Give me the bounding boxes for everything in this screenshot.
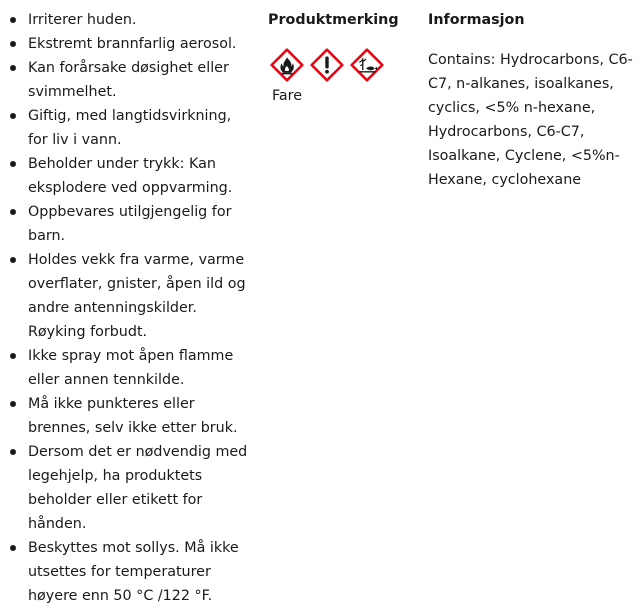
bullet-icon: [10, 17, 16, 23]
bullet-icon: [10, 545, 16, 551]
hazard-statements-column: [10, 8, 250, 608]
hazard-pictograms: [270, 48, 418, 82]
bullet-icon: [10, 161, 16, 167]
exclamation-pictogram-icon: [310, 48, 344, 82]
flame-pictogram-icon: [270, 48, 304, 82]
hazard-statement: Må ikke punkteres eller brennes, selv ikke etter bruk.: [10, 392, 250, 440]
hazard-statement: Holdes vekk fra varme, varme overflater, gnister, åpen ild og andre antenningskilder. Røyking forbudt.: [10, 248, 250, 344]
ingredients-text: Contains: Hydrocarbons, C6-C7, n-alkanes, isoalkanes, cyclics, <5% n-hexane, Hydrocarbons, C6-C7, Isoalkane, Cyclene, <5%n-Hexane, cyclohexane: [428, 52, 633, 188]
bullet-icon: [10, 449, 16, 455]
hazard-statement: Kan forårsake døsighet eller svimmelhet.: [10, 56, 250, 104]
bullet-icon: [10, 209, 16, 215]
information-title: Informasjon: [428, 12, 525, 28]
hazard-statement: Irriterer huden.: [10, 8, 250, 32]
hazard-statement: Beholder under trykk: Kan eksplodere ved oppvarming.: [10, 152, 250, 200]
hazard-statement: Dersom det er nødvendig med legehjelp, ha produktets beholder eller etikett for hånden.: [10, 440, 250, 536]
bullet-icon: [10, 65, 16, 71]
bullet-icon: [10, 353, 16, 359]
product-marking-column: [268, 8, 418, 108]
hazard-statement: Giftig, med langtidsvirkning, for liv i vann.: [10, 104, 250, 152]
hazard-statements-list: [10, 8, 250, 608]
bullet-icon: [10, 257, 16, 263]
hazard-statement: Oppbevares utilgjengelig for barn.: [10, 200, 250, 248]
hazard-statement: Ekstremt brannfarlig aerosol.: [10, 32, 250, 56]
environment-pictogram-icon: [350, 48, 384, 82]
product-marking-title: Produktmerking: [268, 12, 399, 28]
hazard-statement: Beskyttes mot sollys. Må ikke utsettes for temperaturer høyere enn 50 °C /122 °F.: [10, 536, 250, 608]
hazard-statement: Ikke spray mot åpen flamme eller annen tennkilde.: [10, 344, 250, 392]
signal-word: Fare: [272, 88, 303, 104]
bullet-icon: [10, 41, 16, 47]
bullet-icon: [10, 401, 16, 407]
information-column: [428, 8, 634, 192]
bullet-icon: [10, 113, 16, 119]
